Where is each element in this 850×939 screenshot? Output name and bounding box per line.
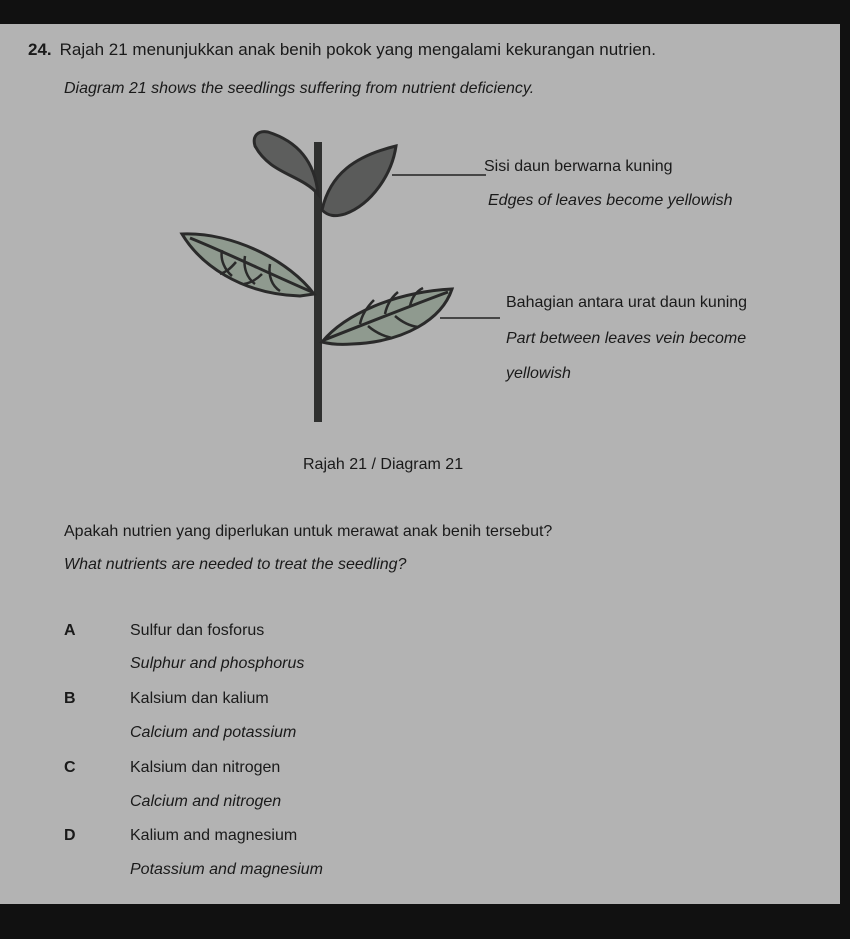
leaf-top-right [322,146,396,216]
option-d-ms[interactable]: Kalium and magnesium [130,827,298,844]
label-edges-ms: Sisi daun berwarna kuning [484,158,673,175]
prompt-ms: Apakah nutrien yang diperlukan untuk merawat anak benih tersebut? [64,523,553,540]
prompt-en: What nutrients are needed to treat the seedling? [64,556,407,573]
option-d-letter[interactable]: D [64,827,76,844]
question-text-ms: 24. Rajah 21 menunjukkan anak benih pokok yang mengalami kekurangan nutrien. [28,40,656,59]
label-veins-en-2: yellowish [506,365,571,382]
question-text-en: Diagram 21 shows the seedlings suffering from nutrient deficiency. [64,80,535,97]
diagram-caption: Rajah 21 / Diagram 21 [303,456,464,473]
option-a-en[interactable]: Sulphur and phosphorus [130,655,305,672]
option-a-ms[interactable]: Sulfur dan fosforus [130,622,265,639]
option-b-letter[interactable]: B [64,690,76,707]
seedling-diagram [0,24,840,454]
option-a-letter[interactable]: A [64,622,76,639]
question-number: 24. [28,40,52,59]
label-veins-ms: Bahagian antara urat daun kuning [506,294,748,311]
label-edges-en: Edges of leaves become yellowish [488,192,733,209]
option-b-ms[interactable]: Kalsium dan kalium [130,690,269,707]
option-d-en[interactable]: Potassium and magnesium [130,861,323,878]
option-c-ms[interactable]: Kalsium dan nitrogen [130,759,281,776]
option-c-en[interactable]: Calcium and nitrogen [130,793,282,810]
option-b-en[interactable]: Calcium and potassium [130,724,297,741]
label-veins-en-1: Part between leaves vein become [506,330,747,347]
option-c-letter[interactable]: C [64,759,76,776]
question-sheet [0,24,840,904]
leaf-top-left [254,132,318,194]
